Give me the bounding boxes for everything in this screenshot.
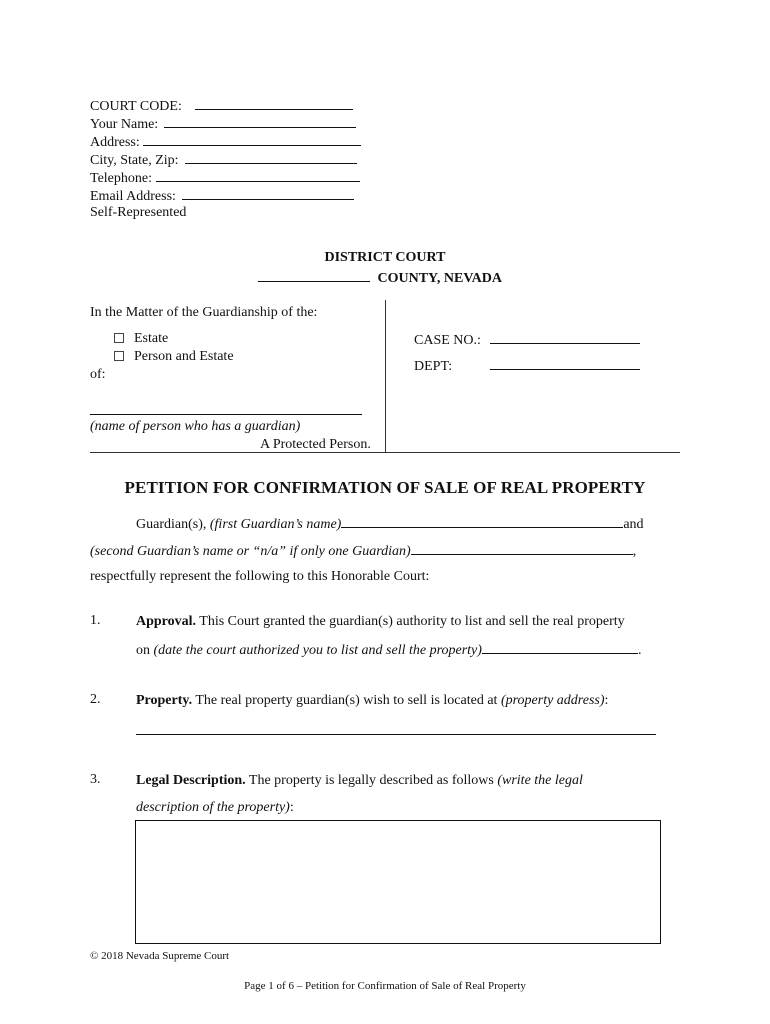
item-3-line-2 (136, 799, 294, 817)
legal-description-box[interactable] (135, 820, 661, 944)
city-state-zip-label: City, State, Zip: (90, 153, 179, 168)
option-estate[interactable] (114, 330, 168, 348)
estate-label: Estate (134, 331, 169, 346)
footer-copyright: © 2018 Nevada Supreme Court (90, 950, 230, 962)
dept-label: DEPT: (414, 359, 453, 374)
and-label: and (623, 517, 644, 532)
estate-checkbox[interactable] (114, 333, 124, 343)
item-1-heading: Approval. (136, 614, 197, 629)
option-person-estate[interactable] (114, 348, 234, 366)
email-field[interactable] (182, 186, 354, 200)
item-2-heading: Property. (136, 693, 193, 708)
caption-divider-vertical (385, 300, 386, 452)
item-2-hint: (property address) (500, 693, 605, 708)
item-2-line-1 (136, 692, 608, 710)
first-guardian-field[interactable] (341, 514, 623, 528)
email-row (90, 186, 354, 206)
approval-date-field[interactable] (482, 640, 638, 654)
your-name-row (90, 114, 356, 134)
item-1-line-1 (136, 613, 625, 631)
county-label: COUNTY, NEVADA (377, 271, 502, 286)
intro-line-2 (90, 541, 636, 561)
protected-person-label: A Protected Person. (260, 437, 371, 452)
document-title: PETITION FOR CONFIRMATION OF SALE OF REAL PROPERTY (124, 478, 646, 497)
of-label: of: (90, 367, 106, 382)
person-estate-label: Person and Estate (134, 349, 234, 364)
telephone-row (90, 168, 360, 188)
item-1-text: This Court granted the guardian(s) authority to list and sell the real property (196, 614, 625, 629)
dept-row (414, 356, 640, 376)
first-guardian-hint: (first Guardian’s name) (209, 517, 342, 532)
item-3-hint-2: description of the property) (136, 800, 290, 815)
item-1-prefix: on (136, 643, 154, 658)
court-code-field[interactable] (195, 96, 353, 110)
case-no-field[interactable] (490, 330, 640, 344)
county-row (258, 268, 502, 288)
item-1-number: 1. (90, 613, 101, 628)
item-2-number: 2. (90, 692, 101, 707)
comma-label: , (632, 544, 637, 559)
email-label: Email Address: (90, 189, 176, 204)
caption-divider-horizontal (90, 452, 680, 453)
intro-line-1 (136, 514, 644, 534)
case-no-label: CASE NO.: (414, 333, 481, 348)
footer-page-label: Page 1 of 6 – Petition for Confirmation of Sale of Real Property (244, 980, 526, 992)
self-represented-label: Self-Represented (90, 205, 187, 220)
address-field[interactable] (143, 132, 361, 146)
item-3-line-1 (136, 772, 583, 790)
court-code-row (90, 96, 353, 116)
court-name: DISTRICT COURT (324, 250, 446, 265)
matter-label: In the Matter of the Guardianship of the: (90, 305, 318, 320)
telephone-label: Telephone: (90, 171, 152, 186)
city-state-zip-field[interactable] (185, 150, 357, 164)
your-name-field[interactable] (164, 114, 356, 128)
item-1-end: . (637, 643, 642, 658)
guardians-prefix: Guardian(s), (136, 517, 210, 532)
second-guardian-field[interactable] (411, 541, 633, 555)
address-label: Address: (90, 135, 140, 150)
property-address-field[interactable] (136, 734, 656, 735)
address-row (90, 132, 361, 152)
item-3-end: : (289, 800, 294, 815)
item-2-end: : (604, 693, 609, 708)
respectfully-text: respectfully represent the following to this Honorable Court: (90, 569, 430, 584)
city-state-zip-row (90, 150, 357, 170)
protected-person-hint: (name of person who has a guardian) (90, 419, 301, 434)
person-estate-checkbox[interactable] (114, 351, 124, 361)
item-3-hint-1: (write the legal (497, 773, 583, 788)
item-3-text: The property is legally described as follows (245, 773, 498, 788)
second-guardian-hint: (second Guardian’s name or “n/a” if only one Guardian) (90, 544, 411, 559)
county-field[interactable] (258, 268, 370, 282)
item-3-number: 3. (90, 772, 101, 787)
court-code-label: COURT CODE: (90, 99, 182, 114)
case-no-row (414, 330, 640, 350)
telephone-field[interactable] (156, 168, 360, 182)
protected-person-name-field[interactable] (90, 414, 362, 415)
your-name-label: Your Name: (90, 117, 159, 132)
item-1-hint: (date the court authorized you to list and sell the property) (153, 643, 482, 658)
item-1-line-2 (136, 640, 641, 660)
item-2-text: The real property guardian(s) wish to sell is located at (192, 693, 501, 708)
dept-field[interactable] (490, 356, 640, 370)
item-3-heading: Legal Description. (136, 773, 246, 788)
